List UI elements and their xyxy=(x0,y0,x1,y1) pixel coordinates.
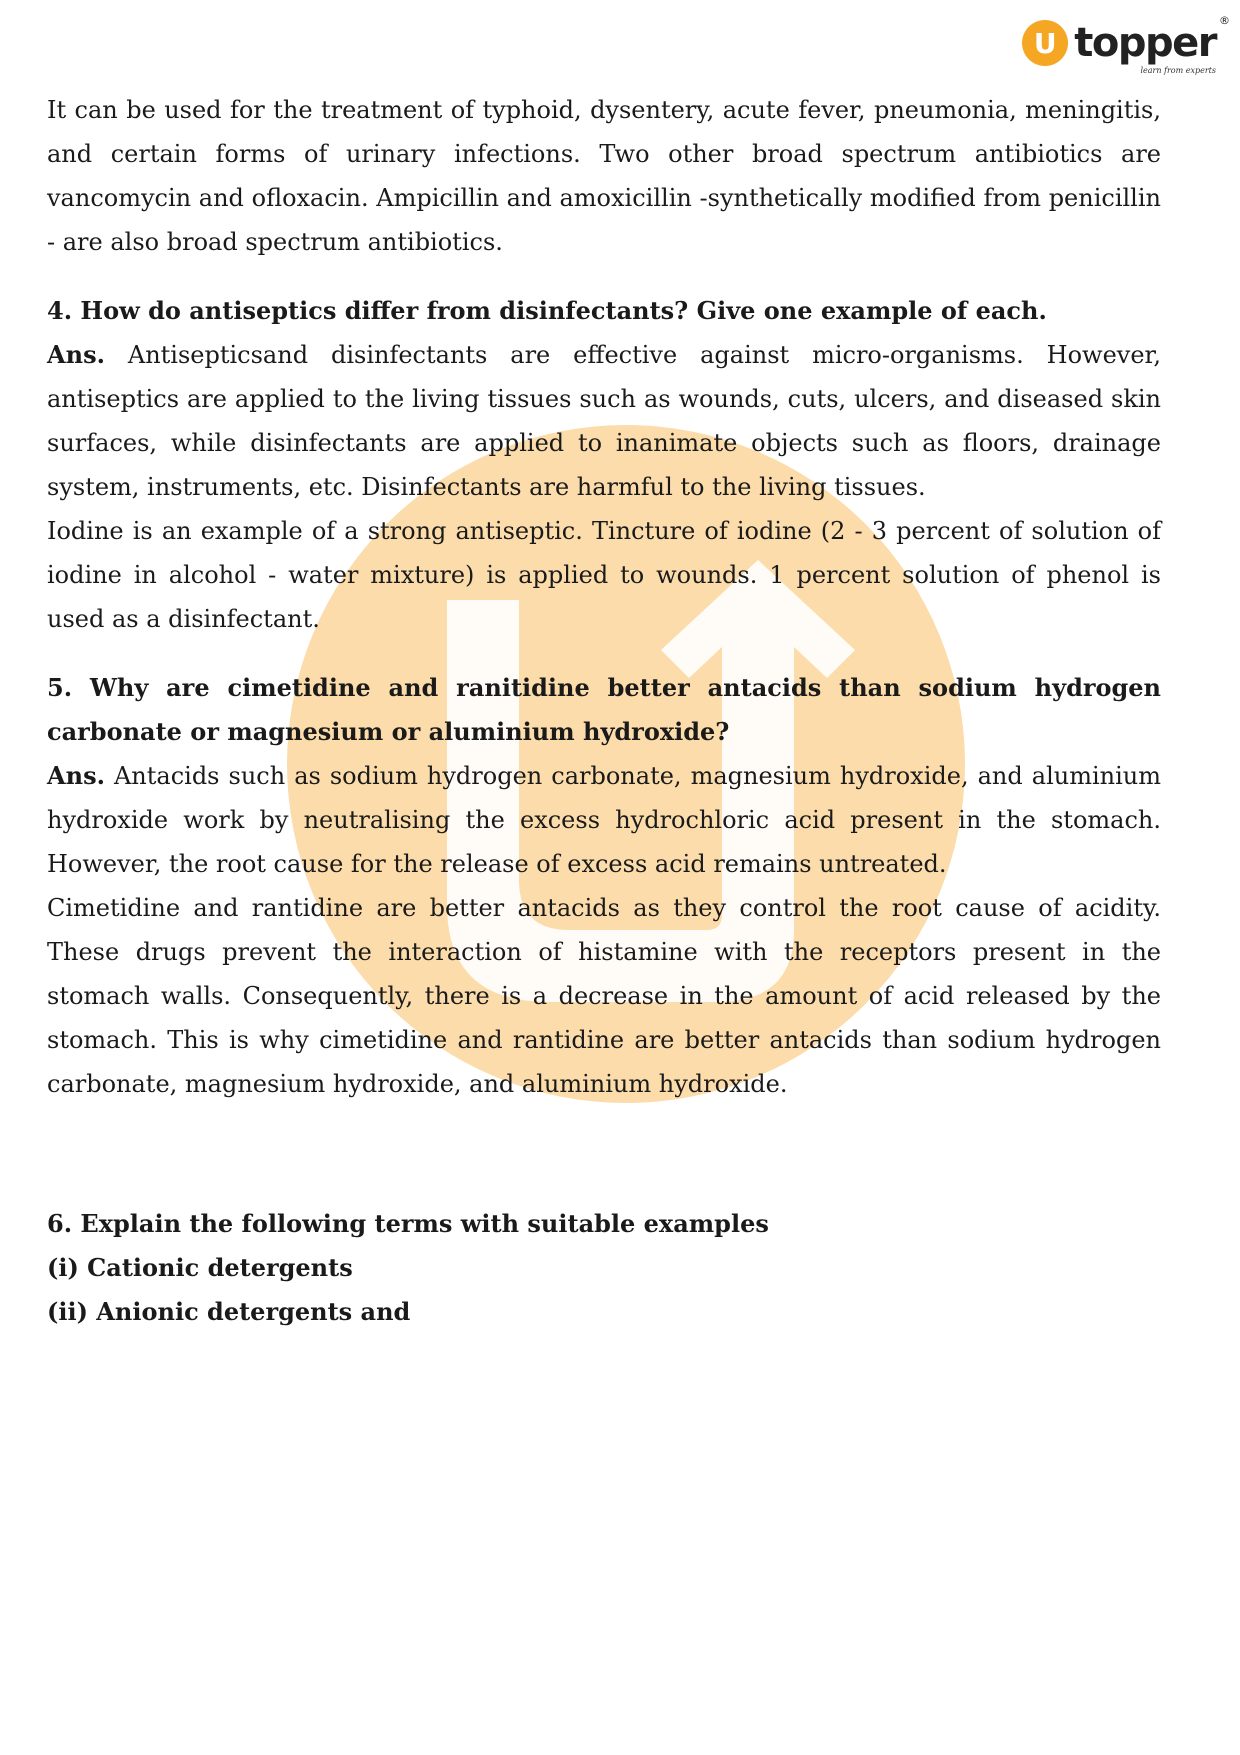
logo-wordmark xyxy=(1074,14,1230,75)
question-5: 5. Why are cimetidine and ranitidine better antacids than sodium hydrogen carbonate or magnesium or aluminium hydroxide? xyxy=(47,673,1161,746)
answer-5-label: Ans. xyxy=(47,761,105,790)
question-6-part-2: (ii) Anionic detergents and xyxy=(47,1297,411,1326)
answer-5-explanation: Cimetidine and rantidine are better antacids as they control the root cause of acidity. These drugs prevent the interaction of histamine with the receptors present in the stomach walls. Consequently, there is a decrease in the amount of acid released by the stomach. This is why cimetidine and rantidine are better antacids than sodium hydrogen carbonate, magnesium hydroxide, and aluminium hydroxide. xyxy=(47,894,1161,1098)
logo-tagline: learn from experts xyxy=(1140,66,1216,75)
answer-4-example: Iodine is an example of a strong antiseptic. Tincture of iodine (2 - 3 percent of solution of iodine in alcohol - water mixture) is applied to wounds. 1 percent solution of phenol is used as a disinfectant. xyxy=(47,517,1161,633)
answer-4-text: Antisepticsand disinfectants are effective against micro-organisms. However, antiseptics are applied to the living tissues such as wounds, cuts, ulcers, and diseased skin surfaces, while disinfectants are applied to inanimate objects such as floors, drainage system, instruments, etc. Disinfectants are harmful to the living tissues. xyxy=(47,341,1161,501)
answer-4 xyxy=(47,333,1161,509)
logo-badge-icon: U xyxy=(1022,20,1068,66)
answer-4-label: Ans. xyxy=(47,340,105,369)
question-4: 4. How do antiseptics differ from disinfectants? Give one example of each. xyxy=(47,296,1047,325)
brand-logo xyxy=(1022,14,1230,75)
answer-5-text: Antacids such as sodium hydrogen carbonate, magnesium hydroxide, and aluminium hydroxide work by neutralising the excess hydrochloric acid present in the stomach. However, the root cause for the release of excess acid remains untreated. xyxy=(47,762,1161,878)
question-6: 6. Explain the following terms with suitable examples xyxy=(47,1209,769,1238)
logo-name: topper xyxy=(1074,20,1216,66)
intro-paragraph: It can be used for the treatment of typhoid, dysentery, acute fever, pneumonia, meningitis, and certain forms of urinary infections. Two other broad spectrum antibiotics are vancomycin and ofloxacin. Ampicillin and amoxicillin -synthetically modified from penicillin - are also broad spectrum antibiotics. xyxy=(47,96,1161,256)
logo-registered-mark: ® xyxy=(1219,14,1230,27)
question-6-part-1: (i) Cationic detergents xyxy=(47,1253,353,1282)
document-body xyxy=(47,88,1161,1334)
answer-5 xyxy=(47,754,1161,886)
